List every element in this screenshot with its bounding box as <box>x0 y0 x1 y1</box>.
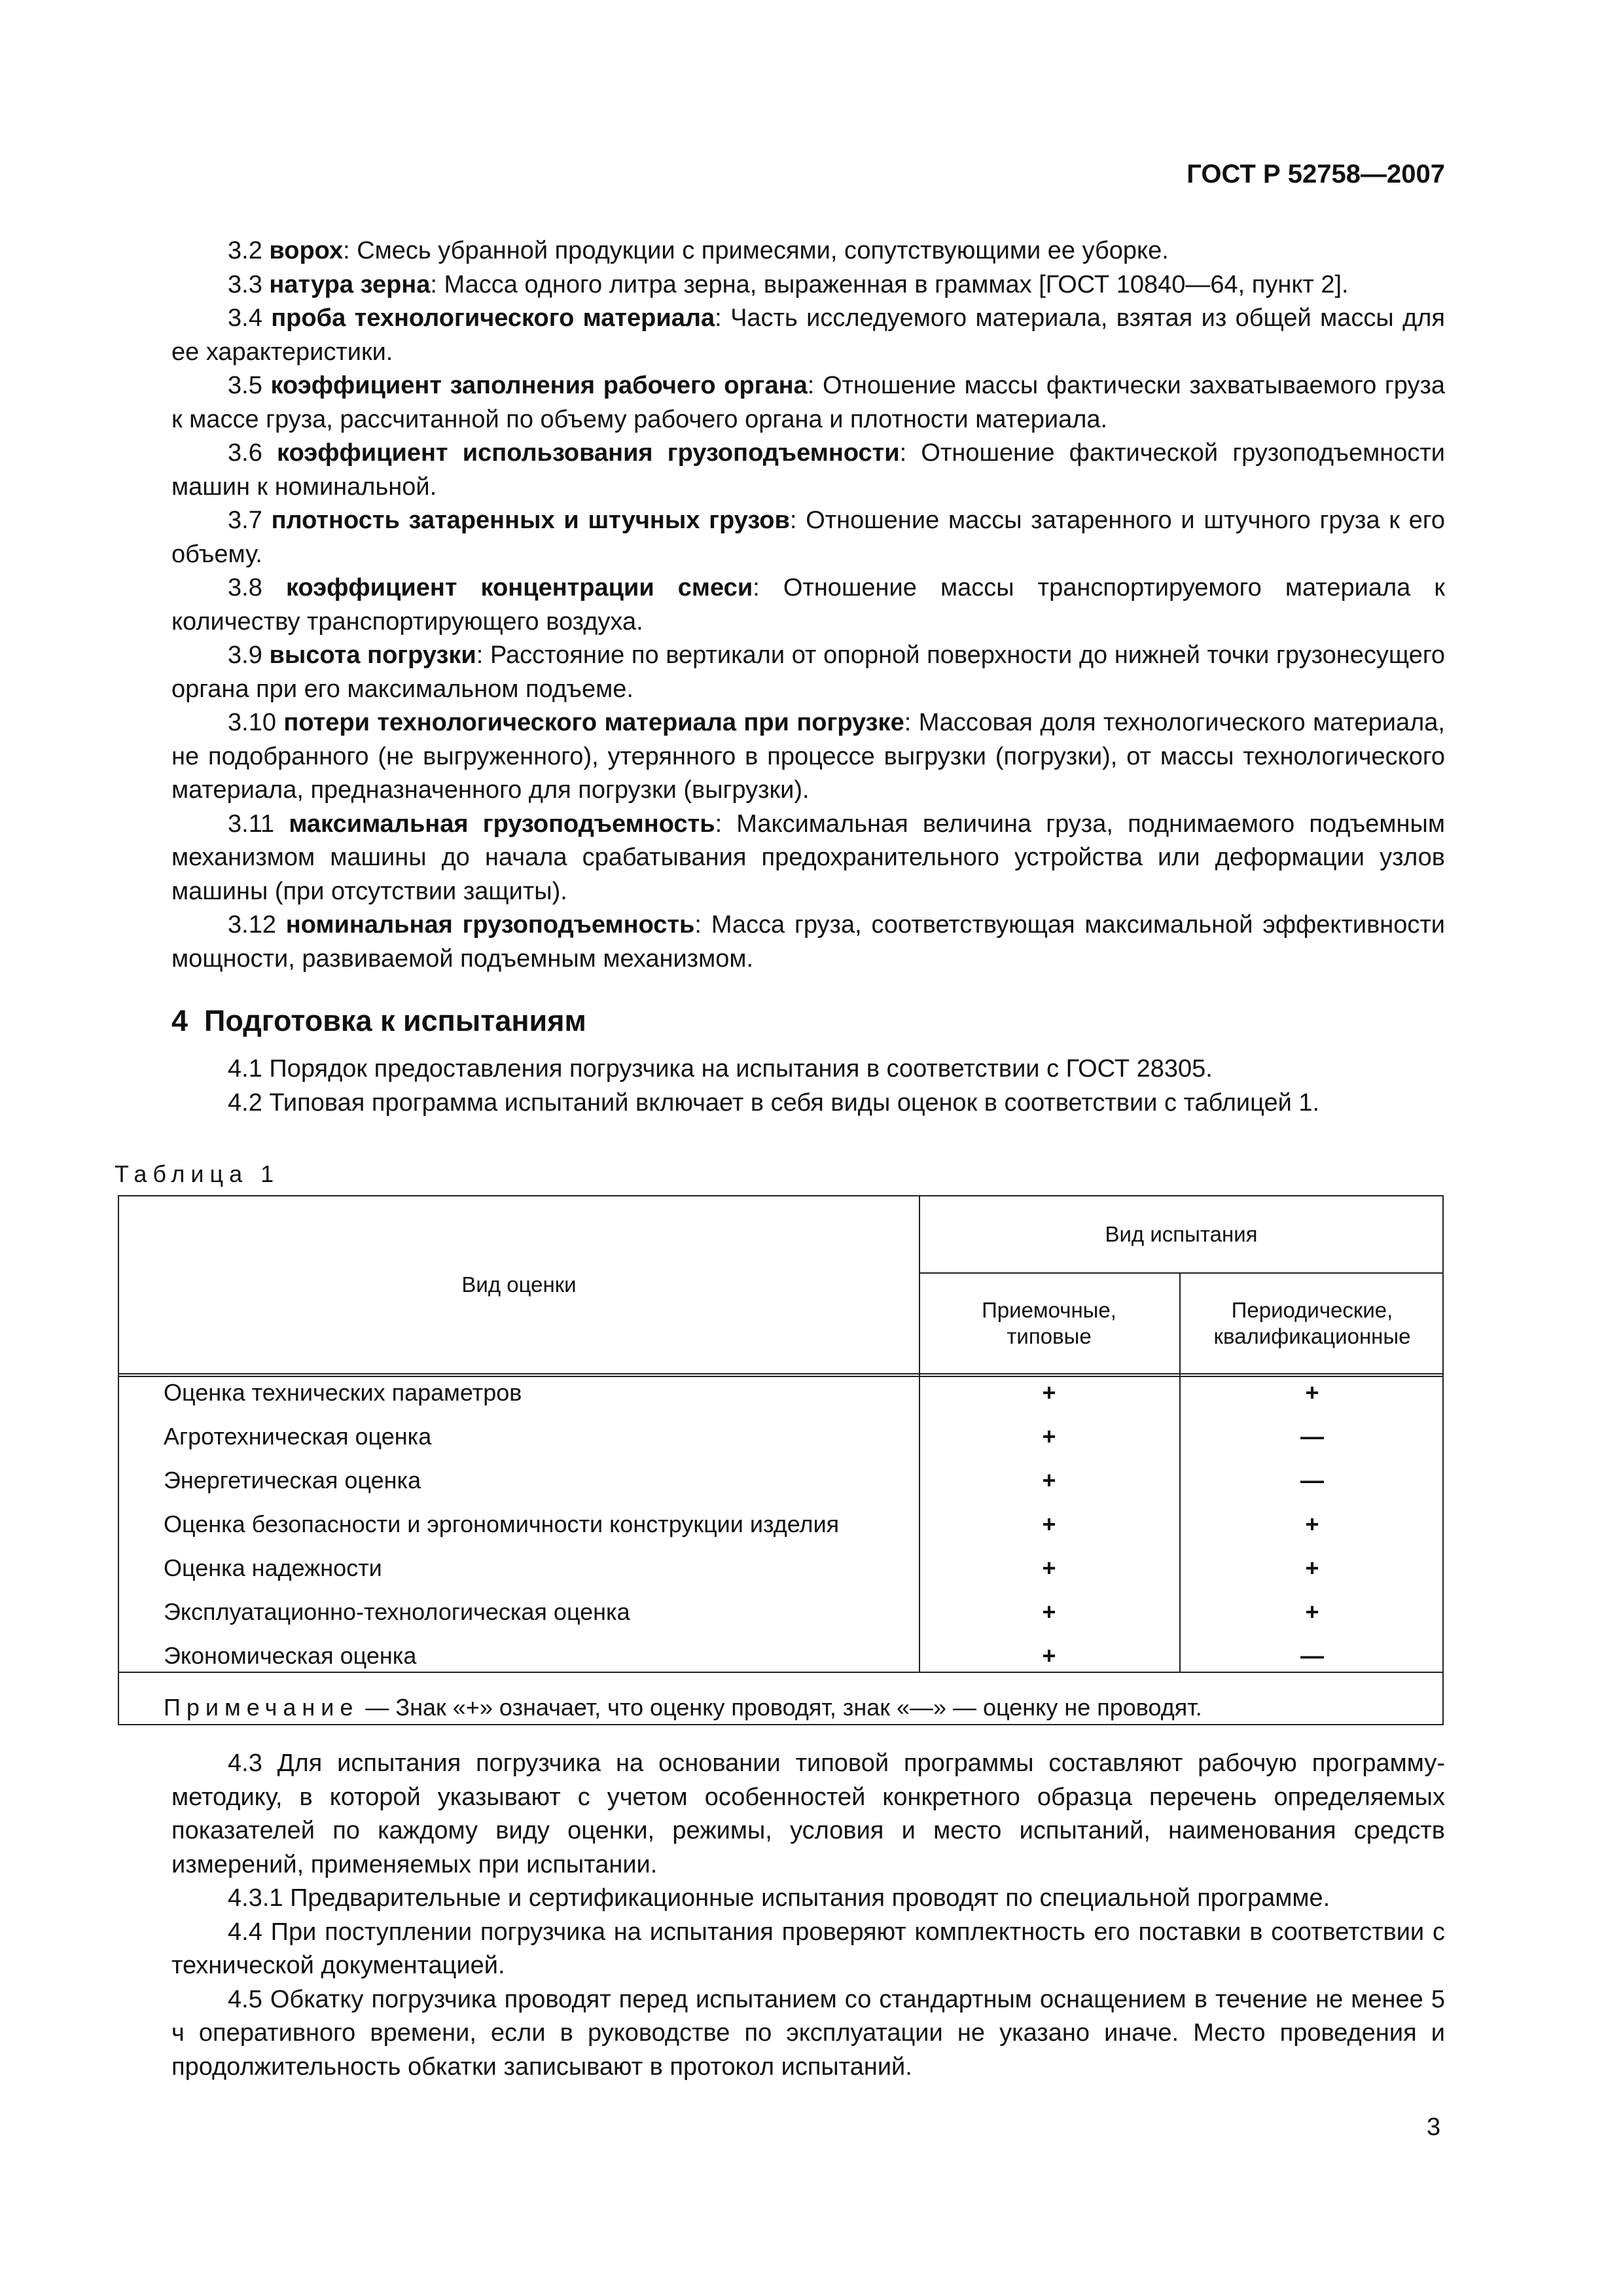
section-4-paragraphs <box>171 1052 1445 1120</box>
row-label: Агротехническая оценка <box>164 1423 432 1450</box>
cell-mark: + <box>1042 1598 1056 1625</box>
row-label: Оценка безопасности и эргономичности конструкции изделия <box>164 1511 840 1537</box>
definition-3-6: 3.6 коэффициент использования грузоподъемности: Отношение фактической грузоподъемности машин к номинальной. <box>171 439 1445 501</box>
table-header-separator <box>119 1373 1442 1377</box>
cell-mark: — <box>1300 1423 1324 1450</box>
page-number: 3 <box>1427 2113 1441 2141</box>
paragraph-4-2: 4.2 Типовая программа испытаний включает в себя виды оценок в соответствии с таблицей 1. <box>228 1088 1320 1117</box>
row-label: Энергетическая оценка <box>164 1467 421 1494</box>
paragraph-4-5: 4.5 Обкатку погрузчика проводят перед испытанием со стандартным оснащением в течение не менее 5 ч оперативного времени, если в руководстве по эксплуатации не указано иначе. Место проведения и продолжительность обкатки записывают в протокол испытаний. <box>171 1985 1445 2081</box>
section-number: 4 <box>171 1004 188 1037</box>
cell-mark: + <box>1305 1511 1319 1537</box>
row-label: Оценка надежности <box>164 1554 382 1581</box>
cell-mark: + <box>1305 1554 1319 1581</box>
row-label: Экономическая оценка <box>164 1642 417 1669</box>
cell-mark: + <box>1042 1642 1056 1669</box>
header-assessment-type: Вид оценки <box>461 1272 577 1297</box>
cell-mark: — <box>1300 1467 1324 1494</box>
cell-mark: + <box>1305 1598 1319 1625</box>
section-title: Подготовка к испытаниям <box>204 1004 586 1037</box>
table-caption: Таблица 1 <box>115 1160 280 1187</box>
definition-3-3: 3.3 натура зерна: Масса одного литра зерна, выраженная в граммах [ГОСТ 10840—64, пункт 2]. <box>228 270 1349 298</box>
header-periodic-qualification: Периодические, квалификационные <box>1213 1298 1411 1348</box>
cell-mark: + <box>1042 1423 1056 1450</box>
definitions-block <box>171 234 1445 976</box>
cell-mark: + <box>1305 1379 1319 1406</box>
cell-mark: + <box>1042 1554 1056 1581</box>
note-label: Примечание <box>164 1694 359 1721</box>
assessment-table <box>118 1195 1444 1725</box>
paragraph-4-3: 4.3 Для испытания погрузчика на основании типовой программы составляют рабочую программу-методику, в которой указывают с учетом особенностей конкретного образца перечень определяемых показателей по каждому виду оценки, режимы, условия и место испытаний, наименования средств измерений, применяемых при испытании. <box>171 1749 1445 1878</box>
table-note <box>164 1693 1202 1722</box>
row-label: Оценка технических параметров <box>164 1379 522 1406</box>
definition-3-8: 3.8 коэффициент концентрации смеси: Отношение массы транспортируемого материала к количеству транспортирующего воздуха. <box>171 574 1445 636</box>
definition-3-5: 3.5 коэффициент заполнения рабочего органа: Отношение массы фактически захватываемого груза к массе груза, рассчитанной по объему рабочего органа и плотности материала. <box>171 372 1446 433</box>
standard-header: ГОСТ Р 52758—2007 <box>1186 160 1445 188</box>
definition-3-2: 3.2 ворох: Смесь убранной продукции с примесями, сопутствующими ее уборке. <box>228 237 1169 264</box>
definition-3-4: 3.4 проба технологического материала: Часть исследуемого материала, взятая из общей массы для ее характеристики. <box>171 304 1445 366</box>
definition-3-11: 3.11 максимальная грузоподъемность: Максимальная величина груза, поднимаемого подъемным механизмом машины до начала срабатывания предохранительного устройства или деформации узлов машины (при отсутствии защиты). <box>171 810 1445 905</box>
paragraph-4-3-1: 4.3.1 Предварительные и сертификационные испытания проводят по специальной программе. <box>228 1884 1330 1912</box>
definition-3-7: 3.7 плотность затаренных и штучных грузов: Отношение массы затаренного и штучного груза к его объему. <box>171 507 1446 568</box>
cell-mark: + <box>1042 1467 1056 1494</box>
cell-mark: — <box>1300 1642 1324 1669</box>
header-test-type: Вид испытания <box>1105 1222 1258 1246</box>
post-table-paragraphs <box>171 1747 1445 2084</box>
header-acceptance-typical: Приемочные, типовые <box>982 1298 1116 1348</box>
cell-mark: + <box>1042 1379 1056 1406</box>
section-4-heading <box>171 1001 1445 1041</box>
table-divider <box>119 1672 1444 1673</box>
note-text: — Знак «+» означает, что оценку проводят, знак «—» — оценку не проводят. <box>359 1694 1202 1721</box>
row-label: Эксплуатационно-технологическая оценка <box>164 1598 630 1625</box>
definition-3-9: 3.9 высота погрузки: Расстояние по вертикали от опорной поверхности до нижней точки грузонесущего органа при его максимальном подъеме. <box>171 641 1445 703</box>
definition-3-10: 3.10 потери технологического материала при погрузке: Массовая доля технологического материала, не подобранного (не выгруженного), утерянного в процессе выгрузки (погрузки), от массы технологического материала, предназначенного для погрузки (выгрузки). <box>171 709 1445 804</box>
cell-mark: + <box>1042 1511 1056 1537</box>
paragraph-4-4: 4.4 При поступлении погрузчика на испытания проверяют комплектность его поставки в соответствии с технической документацией. <box>171 1918 1445 1979</box>
definition-3-12: 3.12 номинальная грузоподъемность: Масса груза, соответствующая максимальной эффективности мощности, развиваемой подъемным механизмом. <box>171 911 1446 973</box>
paragraph-4-1: 4.1 Порядок предоставления погрузчика на испытания в соответствии с ГОСТ 28305. <box>228 1055 1213 1083</box>
